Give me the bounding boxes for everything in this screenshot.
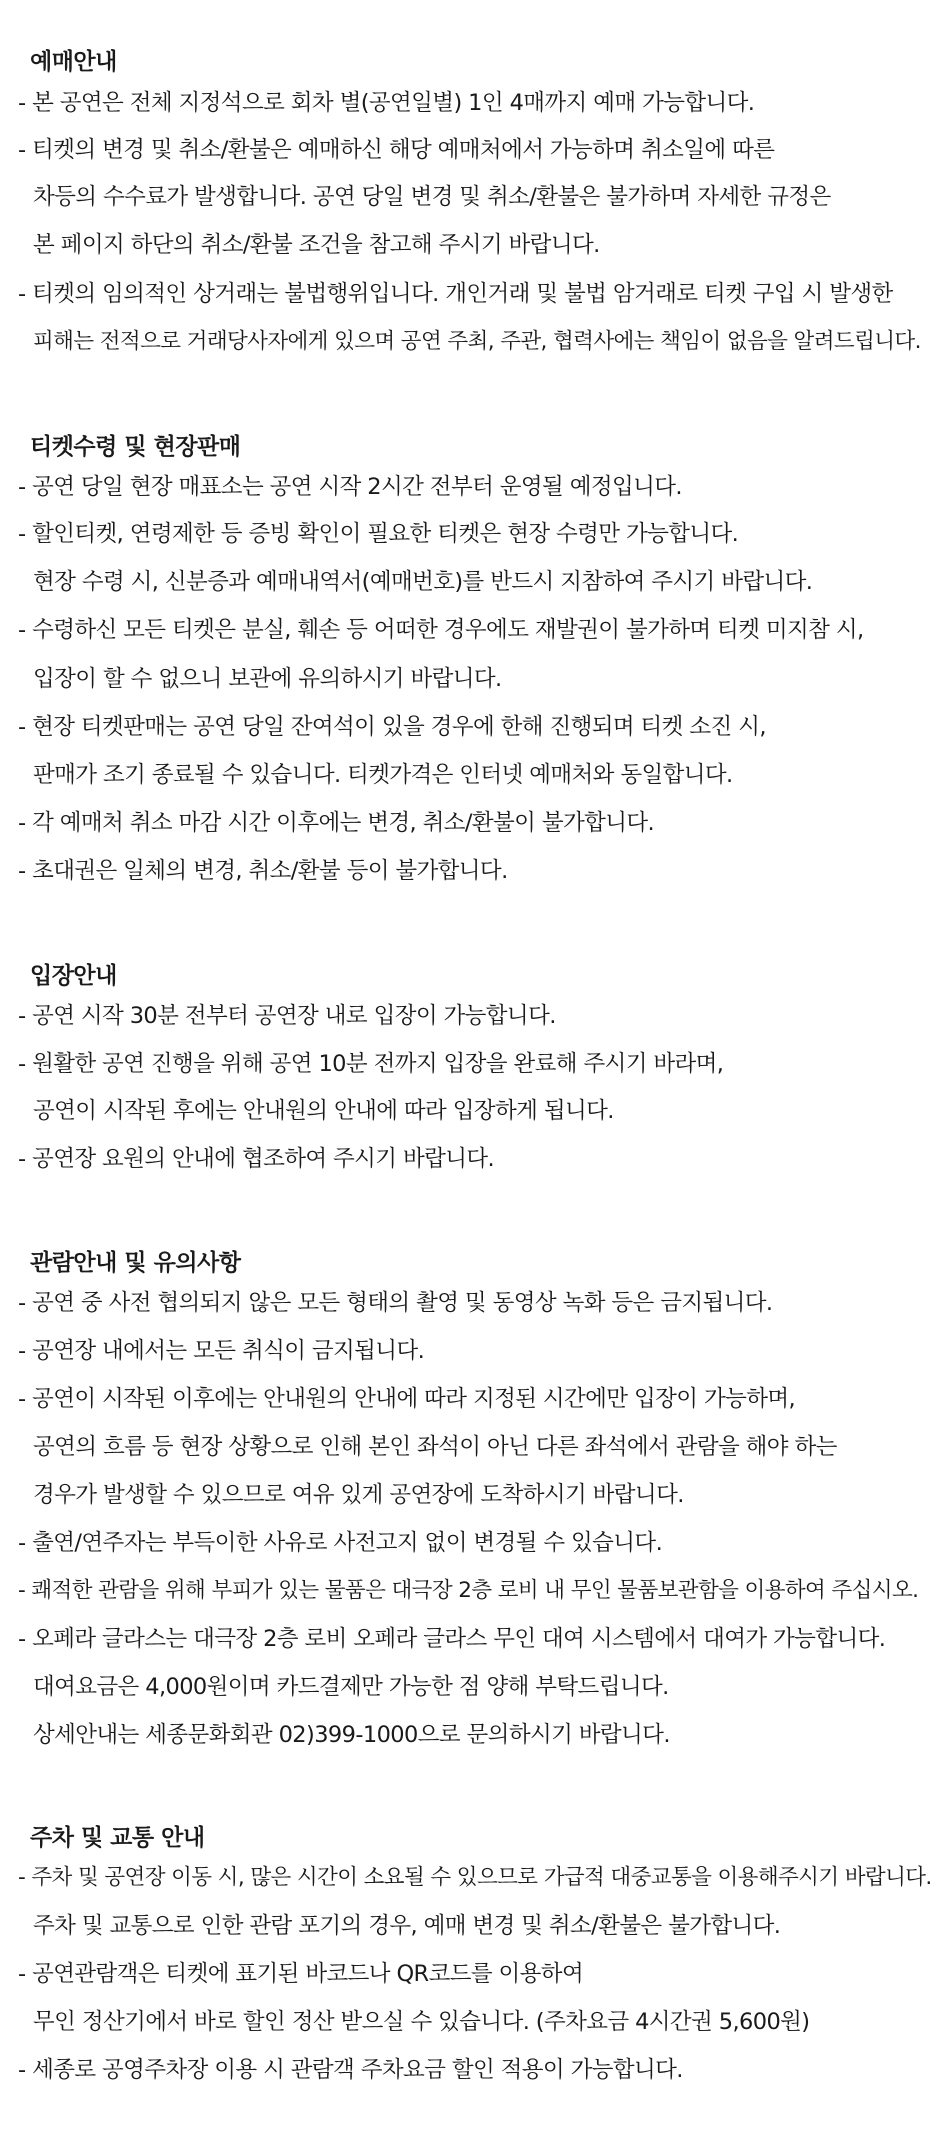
notice-line: - 공연 시작 30분 전부터 공연장 내로 입장이 가능합니다. (18, 1003, 556, 1029)
notice-line: - 본 공연은 전체 지정석으로 회차 별(공연일별) 1인 4매까지 예매 가능합니다. (18, 90, 755, 116)
section-title: 티켓수령 및 현장판매 (30, 434, 241, 460)
notice-line: - 주차 및 공연장 이동 시, 많은 시간이 소요될 수 있으므로 가급적 대중교통을 이용해주시기 바랍니다. (18, 1865, 932, 1890)
notice-line: - 현장 티켓판매는 공연 당일 잔여석이 있을 경우에 한해 진행되며 티켓 소진 시, (18, 714, 766, 740)
notice-line: 본 페이지 하단의 취소/환불 조건을 참고해 주시기 바랍니다. (33, 232, 600, 258)
section-title: 관람안내 및 유의사항 (30, 1250, 241, 1276)
notice-line: - 원활한 공연 진행을 위해 공연 10분 전까지 입장을 완료해 주시기 바라며, (18, 1051, 724, 1077)
notice-line: - 각 예매처 취소 마감 시간 이후에는 변경, 취소/환불이 불가합니다. (18, 810, 655, 836)
notice-line: - 티켓의 변경 및 취소/환불은 예매하신 해당 예매처에서 가능하며 취소일에 따른 (18, 137, 775, 163)
notice-line: 판매가 조기 종료될 수 있습니다. 티켓가격은 인터넷 예매처와 동일합니다. (33, 762, 733, 788)
notice-line: 주차 및 교통으로 인한 관람 포기의 경우, 예매 변경 및 취소/환불은 불가합니다. (33, 1913, 781, 1939)
notice-line: 피해는 전적으로 거래당사자에게 있으며 공연 주최, 주관, 협력사에는 책임이 없음을 알려드립니다. (33, 329, 921, 354)
notice-line: - 수령하신 모든 티켓은 분실, 훼손 등 어떠한 경우에도 재발권이 불가하며 티켓 미지참 시, (18, 617, 864, 643)
notice-line: - 공연관람객은 티켓에 표기된 바코드나 QR코드를 이용하여 (18, 1961, 584, 1987)
notice-line: - 티켓의 임의적인 상거래는 불법행위입니다. 개인거래 및 불법 암거래로 티켓 구입 시 발생한 (18, 281, 893, 307)
section-title: 입장안내 (30, 963, 117, 989)
notice-line: - 공연 중 사전 협의되지 않은 모든 형태의 촬영 및 동영상 녹화 등은 금지됩니다. (18, 1290, 773, 1316)
notice-line: - 출연/연주자는 부득이한 사유로 사전고지 없이 변경될 수 있습니다. (18, 1530, 663, 1556)
notice-line: 공연의 흐름 등 현장 상황으로 인해 본인 좌석이 아닌 다른 좌석에서 관람을 해야 하는 (33, 1434, 837, 1460)
notice-line: 차등의 수수료가 발생합니다. 공연 당일 변경 및 취소/환불은 불가하며 자세한 규정은 (33, 184, 831, 210)
notice-line: - 공연이 시작된 이후에는 안내원의 안내에 따라 지정된 시간에만 입장이 가능하며, (18, 1386, 796, 1412)
notice-line: - 공연장 내에서는 모든 취식이 금지됩니다. (18, 1338, 425, 1364)
notice-line: 입장이 할 수 없으니 보관에 유의하시기 바랍니다. (33, 666, 502, 692)
notice-line: 공연이 시작된 후에는 안내원의 안내에 따라 입장하게 됩니다. (33, 1098, 614, 1124)
notice-line: 상세안내는 세종문화회관 02)399-1000으로 문의하시기 바랍니다. (33, 1722, 670, 1748)
notice-line: - 쾌적한 관람을 위해 부피가 있는 물품은 대극장 2층 로비 내 무인 물품보관함을 이용하여 주십시오. (18, 1578, 919, 1603)
notice-line: - 공연 당일 현장 매표소는 공연 시작 2시간 전부터 운영될 예정입니다. (18, 474, 682, 500)
notice-line: - 세종로 공영주차장 이용 시 관람객 주차요금 할인 적용이 가능합니다. (18, 2057, 683, 2083)
section-title: 주차 및 교통 안내 (30, 1825, 205, 1851)
notice-line: 경우가 발생할 수 있으므로 여유 있게 공연장에 도착하시기 바랍니다. (33, 1482, 684, 1508)
section-title: 예매안내 (30, 49, 117, 75)
notice-line: - 할인티켓, 연령제한 등 증빙 확인이 필요한 티켓은 현장 수령만 가능합니다. (18, 521, 739, 547)
notice-line: - 초대권은 일체의 변경, 취소/환불 등이 불가합니다. (18, 858, 508, 884)
notice-line: 무인 정산기에서 바로 할인 정산 받으실 수 있습니다. (주차요금 4시간권 5,600원) (33, 2009, 810, 2035)
notice-line: - 오페라 글라스는 대극장 2층 로비 오페라 글라스 무인 대여 시스템에서 대여가 가능합니다. (18, 1626, 886, 1652)
notice-line: 대여요금은 4,000원이며 카드결제만 가능한 점 양해 부탁드립니다. (33, 1674, 669, 1700)
notice-line: - 공연장 요원의 안내에 협조하여 주시기 바랍니다. (18, 1146, 495, 1172)
notice-line: 현장 수령 시, 신분증과 예매내역서(예매번호)를 반드시 지참하여 주시기 바랍니다. (33, 569, 813, 595)
